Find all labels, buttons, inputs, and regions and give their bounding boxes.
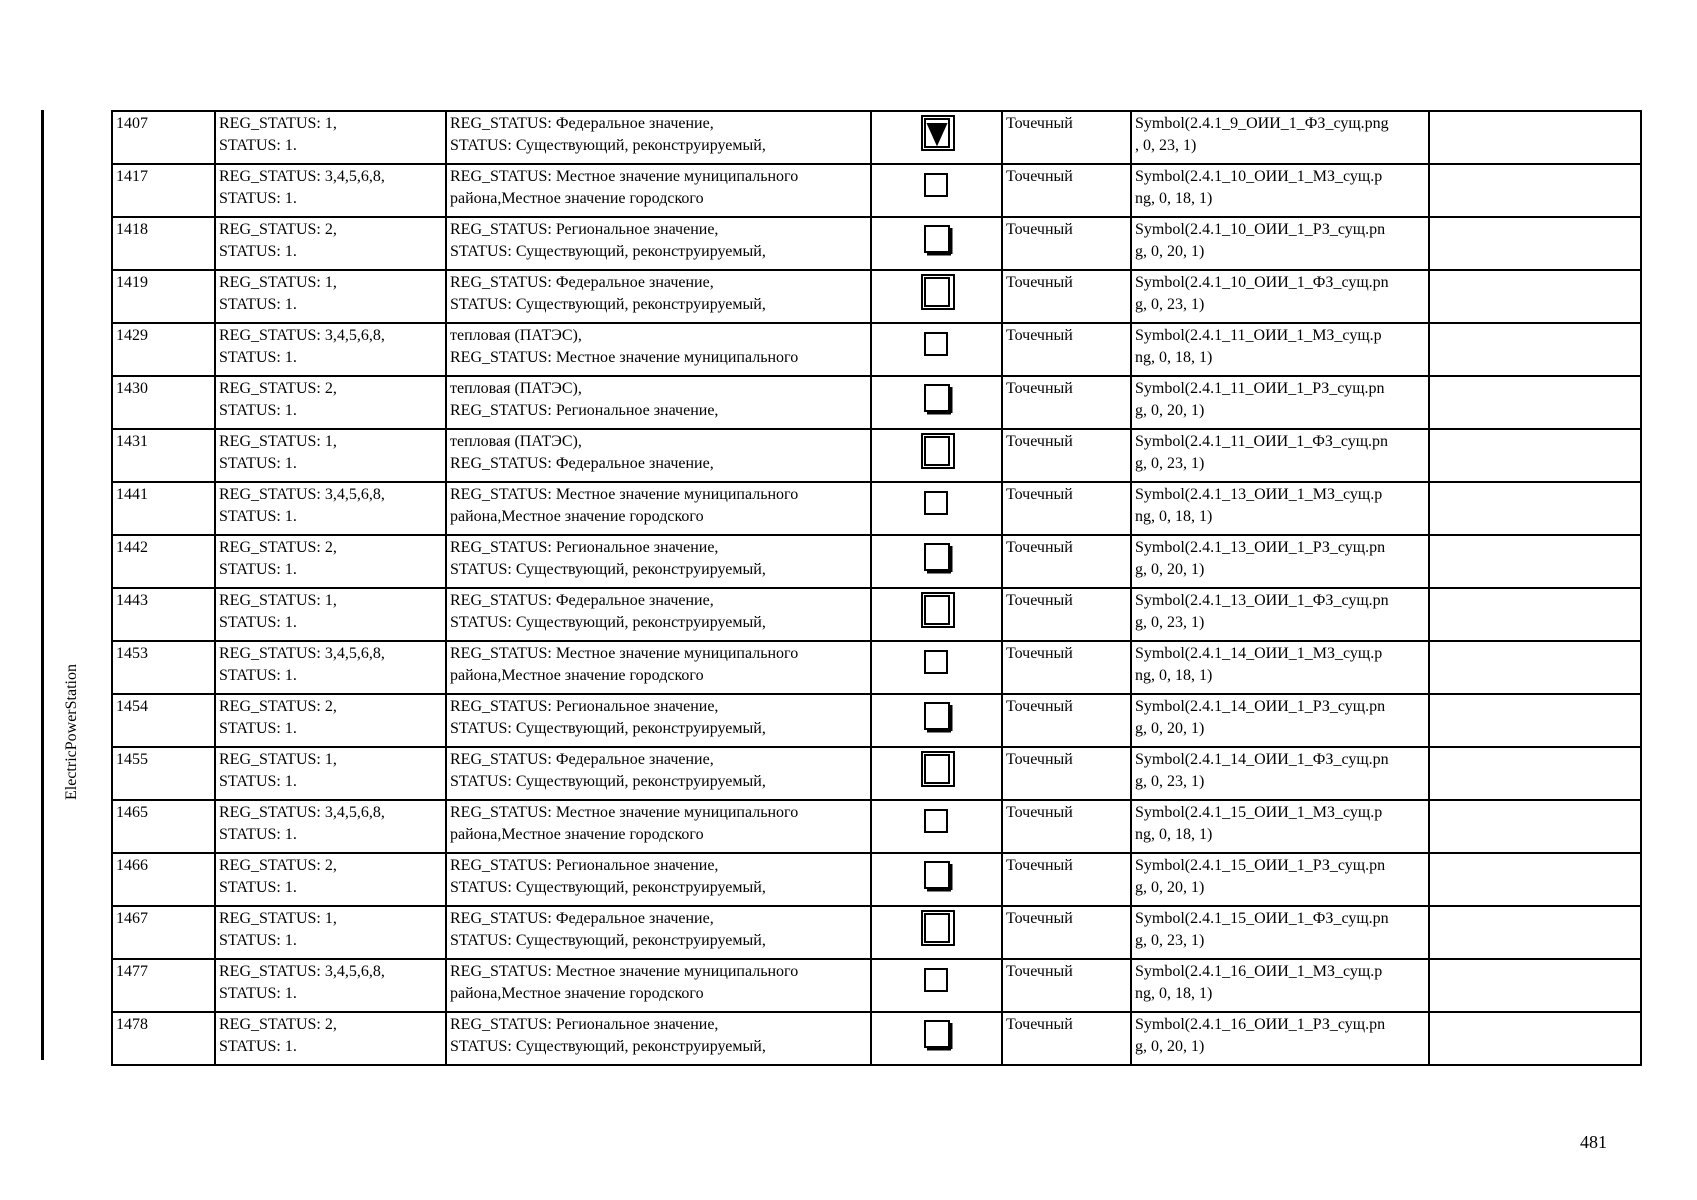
row-geometry-type: [1002, 641, 1131, 694]
row-id: [112, 1012, 215, 1065]
row-id-text: 1441: [116, 486, 148, 503]
row-code-text: REG_STATUS: 2, STATUS: 1.: [219, 221, 337, 260]
snowflake-wave-box-frame-icon: [917, 442, 957, 459]
table-row: [112, 535, 1641, 588]
row-symbol-ref: [1131, 853, 1429, 906]
hatched-box-icon: [917, 972, 957, 989]
row-empty-cell: [1429, 323, 1641, 376]
row-code-text: REG_STATUS: 2, STATUS: 1.: [219, 539, 337, 578]
row-empty-cell: [1429, 376, 1641, 429]
row-symbol: [871, 853, 1002, 906]
row-description-text: REG_STATUS: Региональное значение, STATUS: Существующий, реконструируемый,: [450, 857, 766, 896]
row-geometry-type: [1002, 800, 1131, 853]
snowflake-wave-box-shadow-icon: [917, 389, 957, 406]
row-description: [446, 217, 871, 270]
snowflake-box-icon: [917, 177, 957, 194]
tower-box-icon: [917, 654, 957, 671]
row-empty-cell: [1429, 535, 1641, 588]
row-geometry-type-text: Точечный: [1006, 645, 1073, 662]
row-code-text: REG_STATUS: 2, STATUS: 1.: [219, 857, 337, 896]
row-symbol-ref-text: Symbol(2.4.1_10_ОИИ_1_МЗ_сущ.p ng, 0, 18, 1): [1135, 168, 1383, 207]
row-symbol-ref-text: Symbol(2.4.1_14_ОИИ_1_МЗ_сущ.p ng, 0, 18, 1): [1135, 645, 1383, 684]
row-symbol-ref: [1131, 641, 1429, 694]
row-code: [215, 800, 446, 853]
row-description-text: REG_STATUS: Местное значение муниципального района,Местное значение городского: [450, 168, 799, 207]
row-symbol-ref: [1131, 270, 1429, 323]
row-code: [215, 906, 446, 959]
hatched-box-shadow-icon: [917, 1025, 957, 1042]
row-description: [446, 800, 871, 853]
row-description: [446, 111, 871, 164]
row-empty-cell: [1429, 747, 1641, 800]
row-code: [215, 429, 446, 482]
row-description: [446, 429, 871, 482]
row-symbol-ref-text: Symbol(2.4.1_13_ОИИ_1_МЗ_сущ.p ng, 0, 18, 1): [1135, 486, 1383, 525]
row-geometry-type: [1002, 853, 1131, 906]
table-row: [112, 959, 1641, 1012]
table-row: [112, 694, 1641, 747]
row-id-text: 1419: [116, 274, 148, 291]
row-description-text: REG_STATUS: Местное значение муниципального района,Местное значение городского: [450, 804, 799, 843]
row-code-text: REG_STATUS: 1, STATUS: 1.: [219, 274, 337, 313]
row-symbol: [871, 906, 1002, 959]
row-code: [215, 747, 446, 800]
row-symbol-ref-text: Symbol(2.4.1_14_ОИИ_1_РЗ_сущ.pn g, 0, 20, 1): [1135, 698, 1386, 737]
row-symbol: [871, 1012, 1002, 1065]
row-description: [446, 482, 871, 535]
row-id: [112, 376, 215, 429]
row-symbol: [871, 641, 1002, 694]
row-geometry-type: [1002, 111, 1131, 164]
table-row: [112, 853, 1641, 906]
table-row: [112, 482, 1641, 535]
row-symbol: [871, 535, 1002, 588]
row-symbol-ref-text: Symbol(2.4.1_15_ОИИ_1_МЗ_сущ.p ng, 0, 18, 1): [1135, 804, 1383, 843]
row-symbol-ref: [1131, 535, 1429, 588]
row-description-text: REG_STATUS: Местное значение муниципального района,Местное значение городского: [450, 963, 799, 1002]
row-code: [215, 323, 446, 376]
row-symbol-ref-text: Symbol(2.4.1_11_ОИИ_1_ФЗ_сущ.pn g, 0, 23, 1): [1135, 433, 1389, 472]
row-symbol: [871, 694, 1002, 747]
row-description: [446, 588, 871, 641]
row-geometry-type: [1002, 482, 1131, 535]
row-symbol-ref-text: Symbol(2.4.1_13_ОИИ_1_ФЗ_сущ.pn g, 0, 23, 1): [1135, 592, 1389, 631]
row-description-text: тепловая (ПАТЭС), REG_STATUS: Местное значение муниципального: [450, 327, 799, 366]
row-code: [215, 694, 446, 747]
row-geometry-type: [1002, 694, 1131, 747]
row-description-text: REG_STATUS: Региональное значение, STATUS: Существующий, реконструируемый,: [450, 1016, 766, 1055]
row-description-text: тепловая (ПАТЭС), REG_STATUS: Федеральное значение,: [450, 433, 714, 472]
table-row: [112, 800, 1641, 853]
row-symbol-ref-text: Symbol(2.4.1_15_ОИИ_1_ФЗ_сущ.pn g, 0, 23, 1): [1135, 910, 1389, 949]
row-description: [446, 1012, 871, 1065]
row-symbol: [871, 959, 1002, 1012]
row-symbol-ref-text: Symbol(2.4.1_15_ОИИ_1_РЗ_сущ.pn g, 0, 20, 1): [1135, 857, 1386, 896]
row-empty-cell: [1429, 270, 1641, 323]
row-code-text: REG_STATUS: 3,4,5,6,8, STATUS: 1.: [219, 963, 385, 1002]
table-row: [112, 323, 1641, 376]
row-id: [112, 323, 215, 376]
row-symbol: [871, 111, 1002, 164]
row-code-text: REG_STATUS: 1, STATUS: 1.: [219, 910, 337, 949]
row-empty-cell: [1429, 853, 1641, 906]
row-id-text: 1453: [116, 645, 148, 662]
row-geometry-type: [1002, 323, 1131, 376]
row-code: [215, 641, 446, 694]
row-geometry-type-text: Точечный: [1006, 486, 1073, 503]
snowflake-wave-box-icon: [917, 336, 957, 353]
row-symbol-ref-text: Symbol(2.4.1_13_ОИИ_1_РЗ_сущ.pn g, 0, 20, 1): [1135, 539, 1386, 578]
row-description: [446, 906, 871, 959]
row-code: [215, 535, 446, 588]
table-row: [112, 217, 1641, 270]
row-symbol-ref: [1131, 482, 1429, 535]
row-geometry-type-text: Точечный: [1006, 592, 1073, 609]
row-geometry-type: [1002, 906, 1131, 959]
row-symbol: [871, 376, 1002, 429]
snowflake-box-frame-icon: [917, 283, 957, 300]
row-symbol-ref: [1131, 111, 1429, 164]
row-description: [446, 641, 871, 694]
row-description: [446, 270, 871, 323]
row-code: [215, 270, 446, 323]
row-code: [215, 111, 446, 164]
row-description-text: REG_STATUS: Региональное значение, STATUS: Существующий, реконструируемый,: [450, 698, 766, 737]
diagonal-box-shadow-icon: [917, 548, 957, 565]
symbol-table: [111, 110, 1642, 1066]
row-id: [112, 482, 215, 535]
row-symbol: [871, 164, 1002, 217]
row-id-text: 1417: [116, 168, 148, 185]
row-description: [446, 853, 871, 906]
row-description-text: REG_STATUS: Местное значение муниципального района,Местное значение городского: [450, 645, 799, 684]
row-description: [446, 959, 871, 1012]
row-description: [446, 694, 871, 747]
row-empty-cell: [1429, 588, 1641, 641]
row-code-text: REG_STATUS: 1, STATUS: 1.: [219, 115, 337, 154]
row-description: [446, 323, 871, 376]
row-geometry-type-text: Точечный: [1006, 115, 1073, 132]
row-id: [112, 853, 215, 906]
row-description-text: тепловая (ПАТЭС), REG_STATUS: Региональное значение,: [450, 380, 719, 419]
row-id-text: 1442: [116, 539, 148, 556]
row-symbol-ref-text: Symbol(2.4.1_14_ОИИ_1_ФЗ_сущ.pn g, 0, 23, 1): [1135, 751, 1389, 790]
row-geometry-type-text: Точечный: [1006, 274, 1073, 291]
row-code: [215, 853, 446, 906]
row-code-text: REG_STATUS: 3,4,5,6,8, STATUS: 1.: [219, 168, 385, 207]
row-symbol-ref: [1131, 217, 1429, 270]
row-geometry-type-text: Точечный: [1006, 1016, 1073, 1033]
row-code-text: REG_STATUS: 3,4,5,6,8, STATUS: 1.: [219, 804, 385, 843]
row-geometry-type: [1002, 429, 1131, 482]
table-row: [112, 429, 1641, 482]
row-geometry-type-text: Точечный: [1006, 380, 1073, 397]
row-code-text: REG_STATUS: 1, STATUS: 1.: [219, 433, 337, 472]
row-empty-cell: [1429, 800, 1641, 853]
row-id: [112, 959, 215, 1012]
row-id: [112, 217, 215, 270]
row-id: [112, 588, 215, 641]
row-id-text: 1478: [116, 1016, 148, 1033]
row-code: [215, 959, 446, 1012]
row-geometry-type-text: Точечный: [1006, 804, 1073, 821]
row-id-text: 1443: [116, 592, 148, 609]
row-symbol-ref: [1131, 906, 1429, 959]
row-symbol-ref-text: Symbol(2.4.1_9_ОИИ_1_ФЗ_сущ.png , 0, 23, 1): [1135, 115, 1389, 154]
row-id-text: 1477: [116, 963, 148, 980]
row-id: [112, 906, 215, 959]
row-description-text: REG_STATUS: Федеральное значение, STATUS: Существующий, реконструируемый,: [450, 115, 766, 154]
row-symbol-ref-text: Symbol(2.4.1_11_ОИИ_1_МЗ_сущ.p ng, 0, 18, 1): [1135, 327, 1382, 366]
row-description-text: REG_STATUS: Федеральное значение, STATUS: Существующий, реконструируемый,: [450, 592, 766, 631]
table-row: [112, 111, 1641, 164]
row-symbol: [871, 323, 1002, 376]
table-row: [112, 906, 1641, 959]
row-geometry-type: [1002, 747, 1131, 800]
row-geometry-type-text: Точечный: [1006, 327, 1073, 344]
page-number: 481: [1580, 1132, 1607, 1152]
row-empty-cell: [1429, 429, 1641, 482]
triangle-down-frame-icon: [917, 124, 957, 141]
row-id: [112, 800, 215, 853]
row-symbol-ref: [1131, 959, 1429, 1012]
row-geometry-type-text: Точечный: [1006, 539, 1073, 556]
row-symbol: [871, 482, 1002, 535]
row-code-text: REG_STATUS: 1, STATUS: 1.: [219, 751, 337, 790]
row-description: [446, 164, 871, 217]
row-description-text: REG_STATUS: Региональное значение, STATUS: Существующий, реконструируемый,: [450, 539, 766, 578]
row-description-text: REG_STATUS: Федеральное значение, STATUS: Существующий, реконструируемый,: [450, 751, 766, 790]
row-id-text: 1465: [116, 804, 148, 821]
cross-box-frame-icon: [917, 919, 957, 936]
row-symbol-ref: [1131, 800, 1429, 853]
row-code-text: REG_STATUS: 3,4,5,6,8, STATUS: 1.: [219, 327, 385, 366]
row-description: [446, 747, 871, 800]
row-symbol-ref: [1131, 323, 1429, 376]
table-row: [112, 588, 1641, 641]
row-symbol: [871, 429, 1002, 482]
row-code-text: REG_STATUS: 2, STATUS: 1.: [219, 698, 337, 737]
row-code: [215, 1012, 446, 1065]
left-margin-rule: [41, 110, 44, 1060]
row-geometry-type-text: Точечный: [1006, 963, 1073, 980]
row-code-text: REG_STATUS: 2, STATUS: 1.: [219, 1016, 337, 1055]
row-symbol-ref-text: Symbol(2.4.1_16_ОИИ_1_РЗ_сущ.pn g, 0, 20, 1): [1135, 1016, 1386, 1055]
row-id-text: 1454: [116, 698, 148, 715]
row-empty-cell: [1429, 217, 1641, 270]
row-id: [112, 111, 215, 164]
row-description-text: REG_STATUS: Местное значение муниципального района,Местное значение городского: [450, 486, 799, 525]
row-geometry-type: [1002, 164, 1131, 217]
row-description-text: REG_STATUS: Федеральное значение, STATUS: Существующий, реконструируемый,: [450, 910, 766, 949]
cross-box-shadow-icon: [917, 866, 957, 883]
diagonal-box-icon: [917, 495, 957, 512]
row-id: [112, 164, 215, 217]
row-symbol-ref: [1131, 1012, 1429, 1065]
table-row: [112, 1012, 1641, 1065]
row-symbol-ref-text: Symbol(2.4.1_16_ОИИ_1_МЗ_сущ.p ng, 0, 18, 1): [1135, 963, 1383, 1002]
row-description: [446, 535, 871, 588]
row-empty-cell: [1429, 482, 1641, 535]
row-geometry-type-text: Точечный: [1006, 221, 1073, 238]
row-id: [112, 747, 215, 800]
row-code-text: REG_STATUS: 3,4,5,6,8, STATUS: 1.: [219, 486, 385, 525]
row-empty-cell: [1429, 694, 1641, 747]
row-geometry-type: [1002, 376, 1131, 429]
row-empty-cell: [1429, 1012, 1641, 1065]
row-code: [215, 482, 446, 535]
row-symbol: [871, 747, 1002, 800]
row-id: [112, 641, 215, 694]
row-geometry-type-text: Точечный: [1006, 168, 1073, 185]
row-id-text: 1430: [116, 380, 148, 397]
table-row: [112, 164, 1641, 217]
row-empty-cell: [1429, 959, 1641, 1012]
row-geometry-type: [1002, 959, 1131, 1012]
table-row: [112, 747, 1641, 800]
row-code: [215, 164, 446, 217]
row-geometry-type: [1002, 270, 1131, 323]
row-id: [112, 535, 215, 588]
row-symbol-ref: [1131, 747, 1429, 800]
row-geometry-type-text: Точечный: [1006, 698, 1073, 715]
row-id-text: 1467: [116, 910, 148, 927]
row-symbol-ref-text: Symbol(2.4.1_11_ОИИ_1_РЗ_сущ.pn g, 0, 20, 1): [1135, 380, 1385, 419]
row-symbol: [871, 217, 1002, 270]
row-empty-cell: [1429, 164, 1641, 217]
row-geometry-type-text: Точечный: [1006, 857, 1073, 874]
row-geometry-type: [1002, 1012, 1131, 1065]
row-id-text: 1455: [116, 751, 148, 768]
row-id: [112, 270, 215, 323]
row-geometry-type: [1002, 217, 1131, 270]
row-code: [215, 217, 446, 270]
row-geometry-type: [1002, 535, 1131, 588]
row-symbol-ref-text: Symbol(2.4.1_10_ОИИ_1_ФЗ_сущ.pn g, 0, 23, 1): [1135, 274, 1389, 313]
row-geometry-type-text: Точечный: [1006, 433, 1073, 450]
row-id: [112, 694, 215, 747]
tower-box-frame-icon: [917, 760, 957, 777]
row-description: [446, 376, 871, 429]
row-code: [215, 376, 446, 429]
row-symbol: [871, 800, 1002, 853]
row-symbol: [871, 588, 1002, 641]
table-row: [112, 641, 1641, 694]
row-geometry-type-text: Точечный: [1006, 910, 1073, 927]
row-symbol-ref-text: Symbol(2.4.1_10_ОИИ_1_РЗ_сущ.pn g, 0, 20, 1): [1135, 221, 1386, 260]
diagonal-box-frame-icon: [917, 601, 957, 618]
row-symbol-ref: [1131, 694, 1429, 747]
row-code-text: REG_STATUS: 2, STATUS: 1.: [219, 380, 337, 419]
row-id-text: 1418: [116, 221, 148, 238]
row-id-text: 1429: [116, 327, 148, 344]
table-row: [112, 376, 1641, 429]
row-geometry-type-text: Точечный: [1006, 751, 1073, 768]
row-id-text: 1431: [116, 433, 148, 450]
row-symbol-ref: [1131, 164, 1429, 217]
row-id-text: 1407: [116, 115, 148, 132]
row-symbol: [871, 270, 1002, 323]
row-description-text: REG_STATUS: Региональное значение, STATUS: Существующий, реконструируемый,: [450, 221, 766, 260]
row-empty-cell: [1429, 111, 1641, 164]
row-code-text: REG_STATUS: 3,4,5,6,8, STATUS: 1.: [219, 645, 385, 684]
side-label: ElectricPowerStation: [63, 664, 80, 800]
row-geometry-type: [1002, 588, 1131, 641]
row-symbol-ref: [1131, 429, 1429, 482]
row-empty-cell: [1429, 906, 1641, 959]
tower-box-shadow-icon: [917, 707, 957, 724]
row-code-text: REG_STATUS: 1, STATUS: 1.: [219, 592, 337, 631]
row-empty-cell: [1429, 641, 1641, 694]
snowflake-box-shadow-icon: [917, 230, 957, 247]
row-description-text: REG_STATUS: Федеральное значение, STATUS: Существующий, реконструируемый,: [450, 274, 766, 313]
row-symbol-ref: [1131, 588, 1429, 641]
row-symbol-ref: [1131, 376, 1429, 429]
cross-box-icon: [917, 813, 957, 830]
row-code: [215, 588, 446, 641]
row-id: [112, 429, 215, 482]
table-row: [112, 270, 1641, 323]
row-id-text: 1466: [116, 857, 148, 874]
